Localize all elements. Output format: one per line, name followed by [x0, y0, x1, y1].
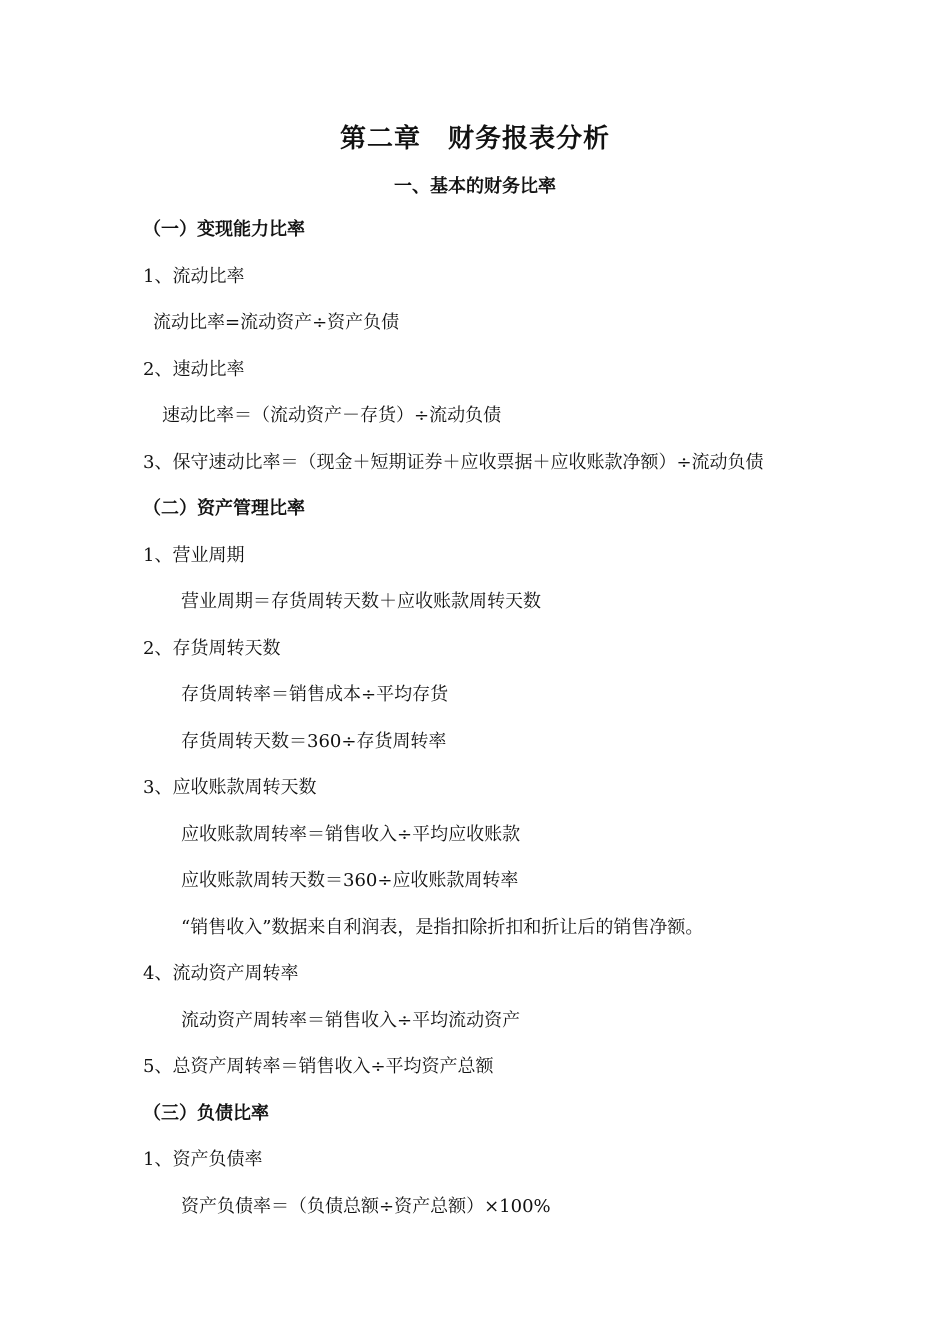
item-conservative-quick-ratio: 3、保守速动比率＝（现金＋短期证券＋应收票据＋应收账款净额）÷流动负债	[143, 452, 764, 473]
subsection-heading-debt: （三）负债比率	[143, 1103, 269, 1124]
formula-operating-cycle: 营业周期＝存货周转天数＋应收账款周转天数	[181, 591, 541, 612]
formula-current-asset-turnover: 流动资产周转率＝销售收入÷平均流动资产	[181, 1010, 521, 1031]
item-quick-ratio-title: 2、速动比率	[143, 359, 245, 380]
formula-receivable-turnover: 应收账款周转率＝销售收入÷平均应收账款	[181, 824, 521, 845]
item-operating-cycle-title: 1、营业周期	[143, 545, 245, 566]
item-debt-ratio-title: 1、资产负债率	[143, 1149, 263, 1170]
formula-inventory-turnover: 存货周转率＝销售成本÷平均存货	[181, 684, 449, 705]
subsection-heading-asset-management: （二）资产管理比率	[143, 498, 305, 519]
formula-inventory-days: 存货周转天数＝360÷存货周转率	[181, 731, 447, 752]
formula-quick-ratio: 速动比率＝（流动资产－存货）÷流动负债	[162, 405, 502, 426]
note-sales-revenue: “销售收入”数据来自利润表，是指扣除折扣和折让后的销售净额。	[181, 917, 704, 938]
section-heading: 一、基本的财务比率	[394, 176, 556, 197]
formula-current-ratio: 流动比率=流动资产÷资产负债	[153, 312, 400, 333]
item-current-ratio-title: 1、流动比率	[143, 266, 245, 287]
chapter-title: 第二章 财务报表分析	[339, 124, 610, 154]
item-inventory-days-title: 2、存货周转天数	[143, 638, 281, 659]
subsection-heading-liquidity: （一）变现能力比率	[143, 219, 305, 240]
item-current-asset-turnover-title: 4、流动资产周转率	[143, 963, 299, 984]
item-total-asset-turnover: 5、总资产周转率＝销售收入÷平均资产总额	[143, 1056, 494, 1077]
item-receivable-days-title: 3、应收账款周转天数	[143, 777, 317, 798]
formula-receivable-days: 应收账款周转天数＝360÷应收账款周转率	[181, 870, 519, 891]
formula-debt-ratio: 资产负债率＝（负债总额÷资产总额）×100%	[181, 1196, 551, 1217]
